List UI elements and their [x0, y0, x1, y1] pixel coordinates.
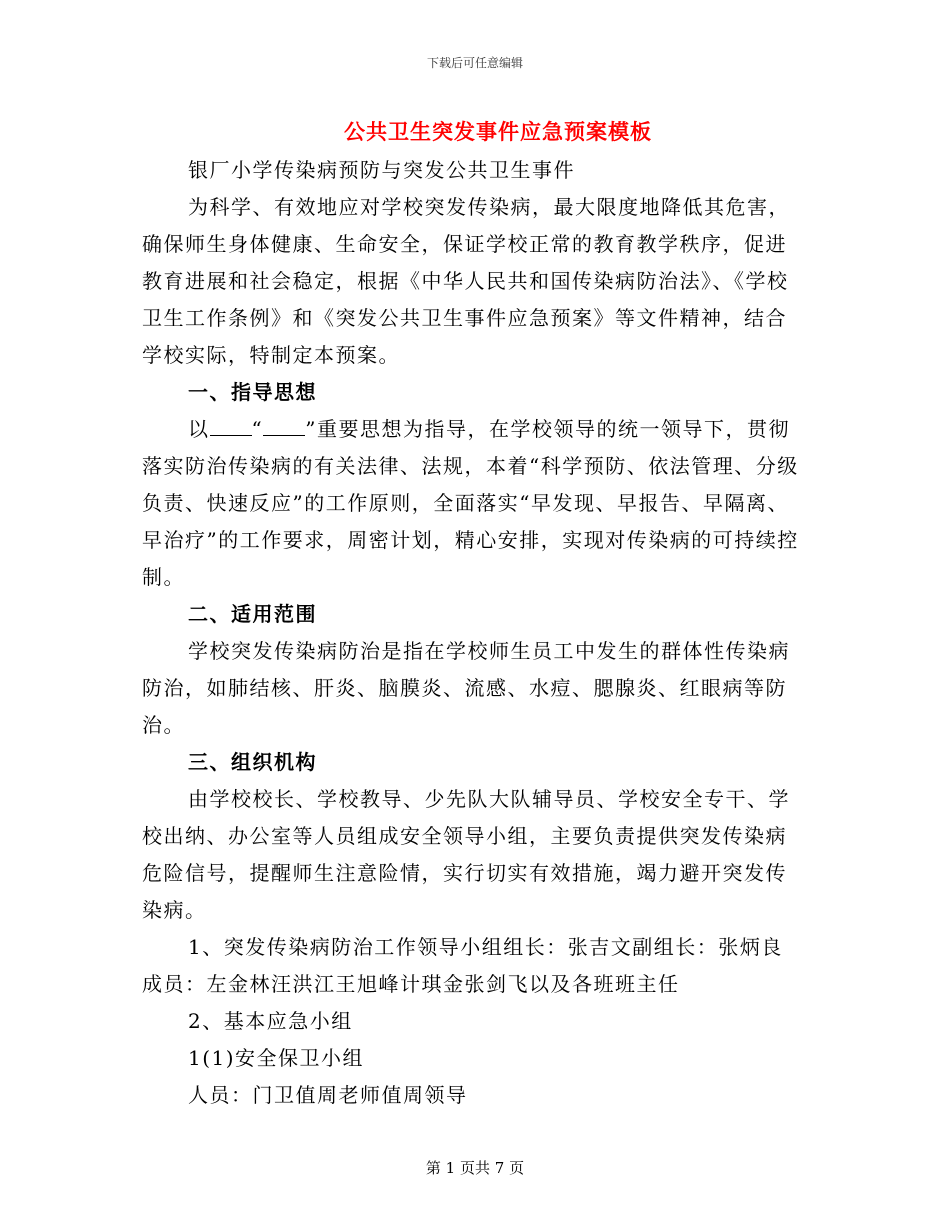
- document-subtitle: 银厂小学传染病预防与突发公共卫生事件: [188, 158, 575, 182]
- list-item-members: 成员：左金林汪洪江王旭峰计琪金张剑飞以及各班班主任: [142, 972, 680, 996]
- list-item-leadership-group: 1、突发传染病防治工作领导小组组长：张吉文副组长：张炳良: [188, 935, 783, 959]
- section-heading-guiding-ideology: 一、指导思想: [188, 380, 317, 404]
- organization-paragraph: 由学校校长、学校教导、少先队大队辅导员、学校安全专干、学校出纳、办公室等人员组成安全领导小组，主要负责提供突发传染病危险信号，提醒师生注意险情，实行切实有效措施，竭力避开突发传染病。: [142, 787, 790, 922]
- section-heading-organization: 三、组织机构: [188, 750, 317, 774]
- document-body: [142, 152, 808, 1114]
- list-item-security-group: 1(1)安全保卫小组: [188, 1046, 365, 1070]
- list-item-security-members: 人员：门卫值周老师值周领导: [188, 1083, 468, 1107]
- blank-line: [210, 417, 252, 436]
- blank-line: [263, 417, 305, 436]
- scope-paragraph: 学校突发传染病防治是指在学校师生员工中发生的群体性传染病防治，如肺结核、肝炎、脑膜炎、流感、水痘、腮腺炎、红眼病等防治。: [142, 639, 790, 737]
- header-note: 下载后可任意编辑: [426, 56, 523, 70]
- document-title: 公共卫生突发事件应急预案模板: [344, 119, 652, 144]
- section-heading-scope: 二、适用范围: [188, 602, 317, 626]
- guiding-open-quote: “: [251, 417, 264, 441]
- guiding-body: ”重要思想为指导，在学校领导的统一领导下，贯彻落实防治传染病的有关法律、法规，本着“科学预防、依法管理、分级负责、快速反应”的工作原则，全面落实“早发现、早报告、早隔离、早治疗”的工作要求，周密计划，精心安排，实现对传染病的可持续控制。: [142, 417, 799, 589]
- intro-paragraph: 为科学、有效地应对学校突发传染病，最大限度地降低其危害，确保师生身体健康、生命安全，保证学校正常的教育教学秩序，促进教育进展和社会稳定，根据《中华人民共和国传染病防治法》、《学校卫生工作条例》和《突发公共卫生事件应急预案》等文件精神，结合学校实际，特制定本预案。: [142, 195, 790, 367]
- list-item-emergency-groups: 2、基本应急小组: [188, 1009, 353, 1033]
- guiding-ideology-paragraph: [142, 411, 808, 596]
- guiding-prefix: 以: [188, 417, 210, 441]
- page-number: 第 1 页共 7 页: [425, 1159, 525, 1177]
